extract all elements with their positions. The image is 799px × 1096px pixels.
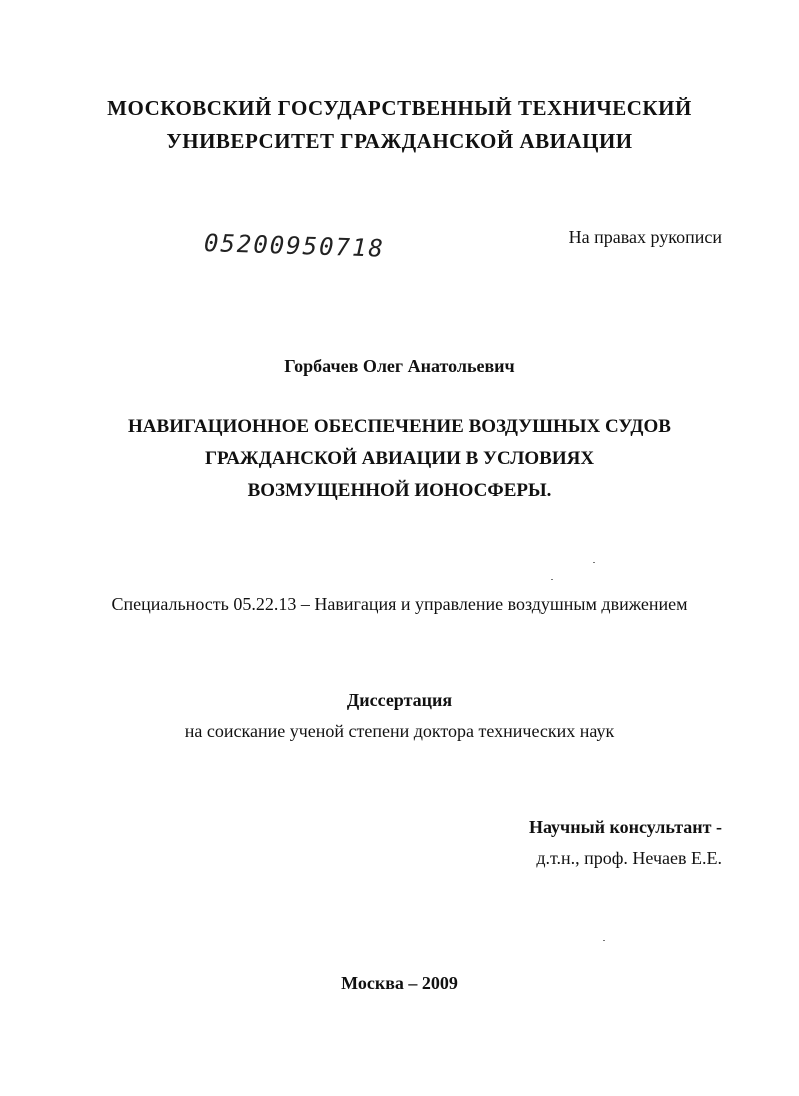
- author-name: Горбачев Олег Анатольевич: [284, 356, 515, 376]
- specialty-line: Специальность 05.22.13 – Навигация и управление воздушным движением: [111, 594, 688, 614]
- consultant-name: д.т.н., проф. Нечаев Е.Е.: [536, 848, 722, 868]
- place-and-year: Москва – 2009: [341, 973, 458, 993]
- degree-line: на соискание ученой степени доктора технических наук: [184, 721, 615, 741]
- thesis-title-line-3: ВОЗМУЩЕННОЙ ИОНОСФЕРЫ.: [247, 480, 552, 501]
- scan-speck: [551, 579, 553, 580]
- registration-number-stamp: 05200950718: [203, 229, 386, 263]
- university-name-line-1: МОСКОВСКИЙ ГОСУДАРСТВЕННЫЙ ТЕХНИЧЕСКИЙ: [107, 96, 692, 120]
- scan-speck: [593, 562, 595, 563]
- thesis-title-line-1: НАВИГАЦИОННОЕ ОБЕСПЕЧЕНИЕ ВОЗДУШНЫХ СУДОВ: [128, 416, 671, 437]
- consultant-label: Научный консультант -: [528, 817, 722, 837]
- manuscript-rights-note: На правах рукописи: [568, 227, 722, 247]
- scan-speck: [603, 940, 605, 941]
- thesis-title-line-2: ГРАЖДАНСКОЙ АВИАЦИИ В УСЛОВИЯХ: [204, 448, 595, 469]
- work-type-heading: Диссертация: [346, 690, 453, 710]
- university-name-line-2: УНИВЕРСИТЕТ ГРАЖДАНСКОЙ АВИАЦИИ: [166, 129, 633, 153]
